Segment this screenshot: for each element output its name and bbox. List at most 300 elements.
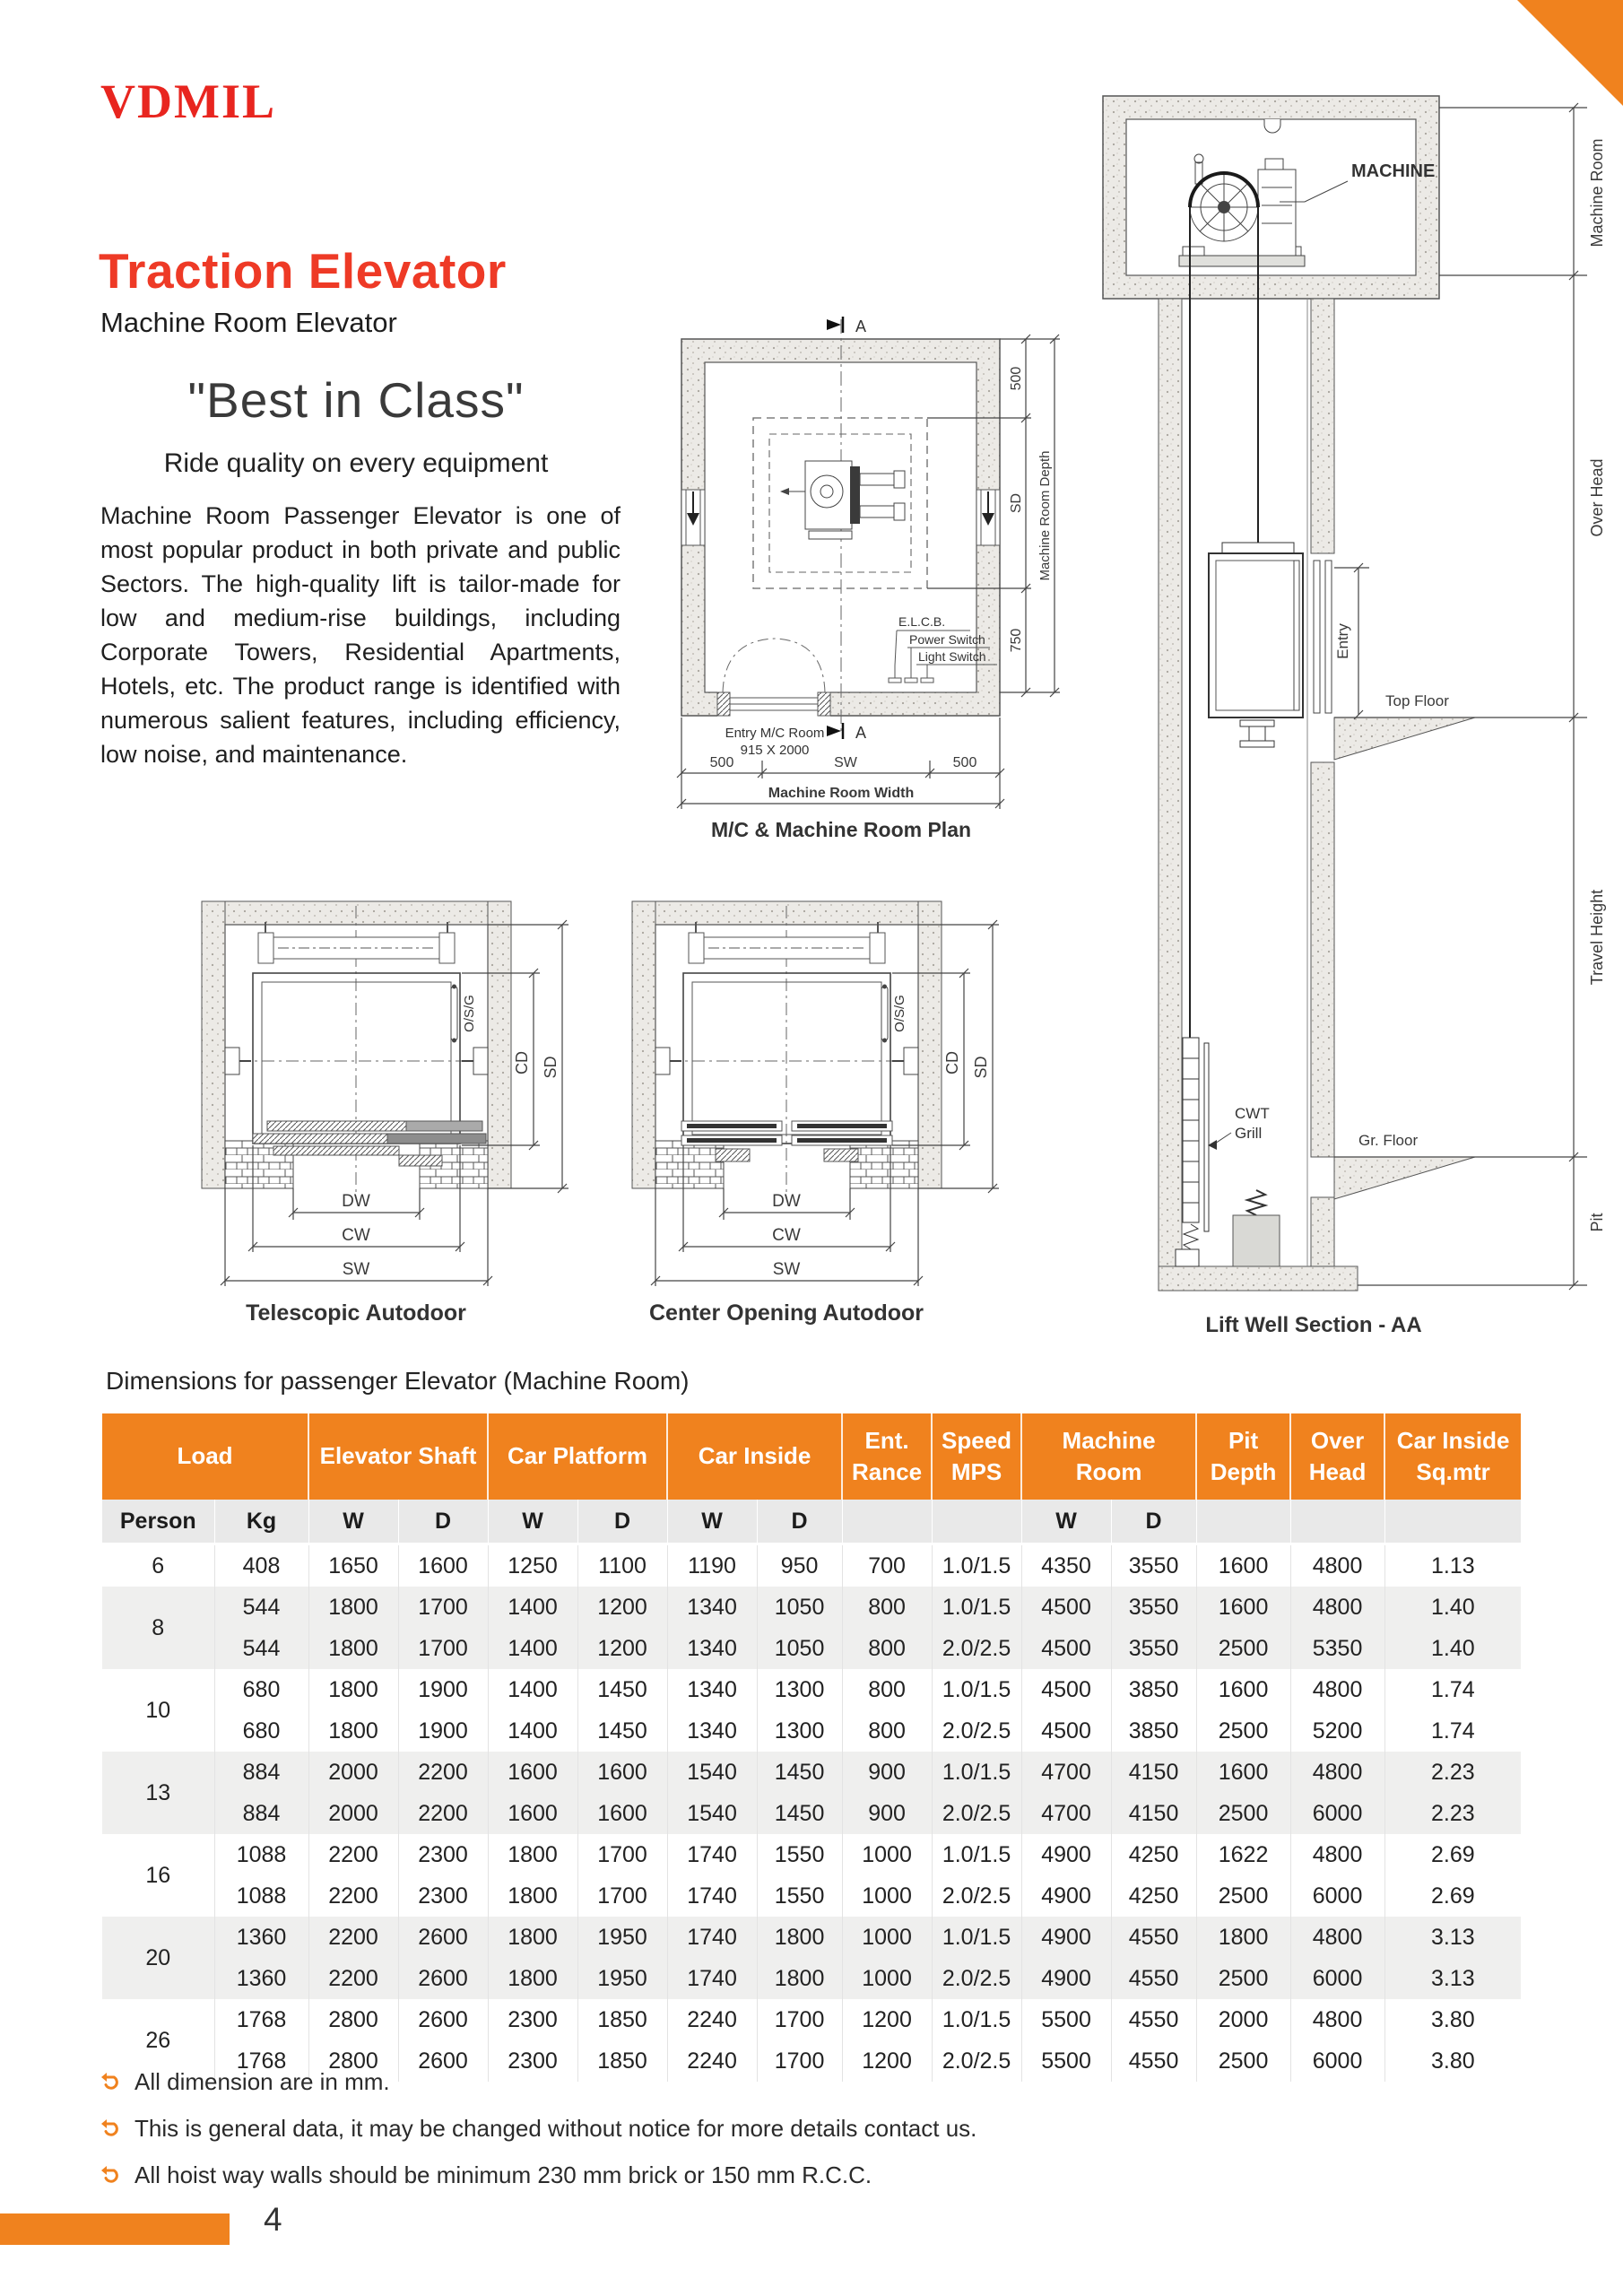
table-row xyxy=(102,1834,1521,1875)
value-cell: 1740 xyxy=(667,1834,757,1875)
svg-text:MACHINE: MACHINE xyxy=(1351,161,1436,181)
svg-text:O/S/G: O/S/G xyxy=(892,995,907,1032)
value-cell: 1340 xyxy=(667,1710,757,1752)
value-cell: 1800 xyxy=(757,1958,842,1999)
value-cell: 2.0/2.5 xyxy=(932,1793,1021,1834)
center-opening-caption: Center Opening Autodoor xyxy=(649,1300,924,1326)
value-cell: 4800 xyxy=(1290,1917,1384,1958)
svg-text:O/S/G: O/S/G xyxy=(462,995,477,1032)
section-mark-bottom xyxy=(827,723,866,742)
value-cell: 1800 xyxy=(308,1710,398,1752)
value-cell: 2000 xyxy=(308,1793,398,1834)
mc-plan-caption: M/C & Machine Room Plan xyxy=(710,818,972,841)
value-cell: 2200 xyxy=(398,1752,488,1793)
svg-text:CD: CD xyxy=(513,1051,531,1074)
value-cell: 2.0/2.5 xyxy=(932,1628,1021,1669)
center-opening-autodoor-diagram xyxy=(619,897,1022,1345)
value-cell: 1340 xyxy=(667,1587,757,1628)
value-cell: 5500 xyxy=(1021,1999,1111,2040)
value-cell: 1740 xyxy=(667,1958,757,1999)
value-cell: 4350 xyxy=(1021,1544,1111,1587)
value-cell: 680 xyxy=(214,1710,308,1752)
value-cell: 4500 xyxy=(1021,1587,1111,1628)
value-cell: 3.80 xyxy=(1430,2006,1475,2032)
person-cell: 13 xyxy=(102,1752,214,1834)
table-row xyxy=(102,1999,1521,2040)
value-cell: 1.74 xyxy=(1430,1676,1475,1702)
value-cell: 1622 xyxy=(1196,1834,1290,1875)
spec-table-body xyxy=(102,1544,1521,2083)
sub-entrance xyxy=(842,1500,932,1544)
value-cell: 900 xyxy=(842,1793,932,1834)
sub-sqmtr xyxy=(1384,1500,1521,1544)
svg-text:Entry M/C Room: Entry M/C Room xyxy=(725,726,825,741)
svg-text:SW: SW xyxy=(834,755,857,770)
value-cell: 1.0/1.5 xyxy=(932,1544,1021,1587)
col-pit-depth: Pit Depth xyxy=(1196,1413,1290,1500)
value-cell: 2200 xyxy=(308,1917,398,1958)
value-cell: 1360 xyxy=(214,1917,308,1958)
value-cell: 1088 xyxy=(214,1834,308,1875)
value-cell: 4250 xyxy=(1111,1875,1196,1917)
table-title: Dimensions for passenger Elevator (Machine Room) xyxy=(106,1367,690,1395)
description-paragraph: Machine Room Passenger Elevator is one of most popular product in both private and public Sectors. The high-quality lift is tailor-made for low and medium-rise buildings, including Corporate Towers, Residential Apartments, Hotels, etc. The product range is identified with numerous salient features, including efficiency, low noise, and maintenance. xyxy=(100,502,621,768)
telescopic-autodoor-diagram xyxy=(188,897,592,1345)
value-cell: 1700 xyxy=(577,1834,667,1875)
value-cell: 1.40 xyxy=(1384,1628,1521,1669)
value-cell: 800 xyxy=(842,1710,932,1752)
value-cell: 2300 xyxy=(488,2040,577,2082)
value-cell: 884 xyxy=(214,1752,308,1793)
value-cell: 2000 xyxy=(308,1752,398,1793)
value-cell: 1800 xyxy=(488,1917,577,1958)
value-cell: 1600 xyxy=(398,1544,488,1587)
lift-well-caption: Lift Well Section - AA xyxy=(1205,1313,1422,1337)
value-cell: 2600 xyxy=(398,1958,488,1999)
value-cell: 1740 xyxy=(667,1917,757,1958)
brand-logo: VDMIL xyxy=(100,74,276,128)
svg-text:Over Head: Over Head xyxy=(1588,458,1606,537)
footer-accent-bar xyxy=(0,2213,230,2245)
col-machine-room: Machine Room xyxy=(1021,1413,1196,1500)
value-cell: 1050 xyxy=(757,1587,842,1628)
value-cell: 1800 xyxy=(308,1669,398,1710)
note-item xyxy=(100,2115,976,2143)
svg-text:Travel Height: Travel Height xyxy=(1588,889,1606,986)
value-cell: 544 xyxy=(214,1628,308,1669)
value-cell: 2500 xyxy=(1196,1628,1290,1669)
value-cell: 2.23 xyxy=(1384,1793,1521,1834)
value-cell: 1100 xyxy=(577,1544,667,1587)
landing-doors xyxy=(1314,561,1332,713)
value-cell: 1450 xyxy=(577,1669,667,1710)
note-item xyxy=(100,2068,976,2096)
value-cell: 1000 xyxy=(842,1917,932,1958)
value-cell: 2500 xyxy=(1196,2040,1290,2082)
value-cell: 1.74 xyxy=(1430,1718,1475,1744)
note-text: All hoist way walls should be minimum 230 mm brick or 150 mm R.C.C. xyxy=(135,2161,872,2188)
svg-text:Gr. Floor: Gr. Floor xyxy=(1358,1132,1419,1149)
value-cell: 2.0/2.5 xyxy=(932,1875,1021,1917)
plan-entry-label xyxy=(725,726,825,758)
spec-table-wrapper xyxy=(102,1413,1521,2082)
value-cell: 1950 xyxy=(577,1958,667,1999)
sub-platform-w: W xyxy=(488,1500,577,1544)
value-cell: 1600 xyxy=(488,1793,577,1834)
value-cell: 4900 xyxy=(1021,1917,1111,1958)
svg-text:SW: SW xyxy=(342,1260,370,1279)
table-sub-header-row xyxy=(102,1500,1521,1544)
value-cell: 6000 xyxy=(1290,1875,1384,1917)
value-cell: 2300 xyxy=(398,1875,488,1917)
value-cell: 1600 xyxy=(488,1752,577,1793)
page-number: 4 xyxy=(264,2201,282,2238)
value-cell: 1550 xyxy=(757,1834,842,1875)
value-cell: 1740 xyxy=(667,1875,757,1917)
value-cell: 1360 xyxy=(214,1958,308,1999)
value-cell: 1850 xyxy=(577,2040,667,2082)
value-cell: 1700 xyxy=(398,1628,488,1669)
table-row xyxy=(102,1917,1521,1958)
svg-text:DW: DW xyxy=(772,1192,801,1211)
svg-text:Top Floor: Top Floor xyxy=(1385,692,1449,709)
value-cell: 4900 xyxy=(1021,1834,1111,1875)
value-cell: 1000 xyxy=(842,1958,932,1999)
person-cell: 10 xyxy=(102,1669,214,1752)
value-cell: 6000 xyxy=(1290,2040,1384,2082)
table-row xyxy=(102,1669,1521,1710)
value-cell: 4800 xyxy=(1290,1587,1384,1628)
value-cell: 1200 xyxy=(842,2040,932,2082)
value-cell: 1700 xyxy=(757,2040,842,2082)
value-cell: 1700 xyxy=(577,1875,667,1917)
sub-mr-w: W xyxy=(1021,1500,1111,1544)
value-cell: 3550 xyxy=(1111,1628,1196,1669)
value-cell: 2500 xyxy=(1196,1875,1290,1917)
svg-text:Pit: Pit xyxy=(1588,1213,1606,1232)
value-cell: 1700 xyxy=(398,1587,488,1628)
sub-inside-w: W xyxy=(667,1500,757,1544)
value-cell: 1.13 xyxy=(1430,1552,1475,1578)
value-cell: 2.0/2.5 xyxy=(932,2040,1021,2082)
col-elevator-shaft: Elevator Shaft xyxy=(308,1413,488,1500)
value-cell: 2600 xyxy=(398,1999,488,2040)
mc-machine-room-plan-diagram xyxy=(674,312,1073,850)
value-cell: 4800 xyxy=(1290,1544,1384,1587)
value-cell: 1088 xyxy=(214,1875,308,1917)
note-bullet-icon xyxy=(100,2072,120,2092)
value-cell: 2300 xyxy=(398,1834,488,1875)
value-cell: 3.13 xyxy=(1384,1958,1521,1999)
value-cell: 2800 xyxy=(308,2040,398,2082)
value-cell: 4500 xyxy=(1021,1628,1111,1669)
value-cell: 884 xyxy=(214,1793,308,1834)
person-cell: 20 xyxy=(102,1917,214,1999)
col-entrance: Ent. Rance xyxy=(842,1413,932,1500)
value-cell: 2200 xyxy=(308,1834,398,1875)
value-cell: 4550 xyxy=(1111,1917,1196,1958)
value-cell: 1600 xyxy=(1196,1669,1290,1710)
value-cell: 4500 xyxy=(1021,1710,1111,1752)
dimensions-table xyxy=(102,1413,1521,2082)
value-cell: 1900 xyxy=(398,1669,488,1710)
table-row xyxy=(102,1793,1521,1834)
value-cell: 2240 xyxy=(667,1999,757,2040)
value-cell: 4250 xyxy=(1111,1834,1196,1875)
table-row xyxy=(102,1544,1521,1587)
telescopic-caption: Telescopic Autodoor xyxy=(246,1300,466,1326)
value-cell: 1200 xyxy=(577,1587,667,1628)
cwt-grill-label xyxy=(1208,1105,1270,1150)
value-cell: 4900 xyxy=(1021,1958,1111,1999)
value-cell: 1950 xyxy=(577,1917,667,1958)
sub-shaft-d: D xyxy=(398,1500,488,1544)
svg-text:CWT: CWT xyxy=(1235,1105,1270,1122)
value-cell: 5350 xyxy=(1290,1628,1384,1669)
value-cell: 4150 xyxy=(1111,1752,1196,1793)
value-cell: 700 xyxy=(842,1544,932,1587)
value-cell: 800 xyxy=(842,1628,932,1669)
value-cell: 1800 xyxy=(488,1875,577,1917)
value-cell: 1700 xyxy=(757,1999,842,2040)
value-cell: 1.0/1.5 xyxy=(932,1752,1021,1793)
value-cell: 4150 xyxy=(1111,1793,1196,1834)
value-cell: 2500 xyxy=(1196,1958,1290,1999)
col-car-inside-sqmtr: Car Inside Sq.mtr xyxy=(1384,1413,1521,1500)
sub-shaft-w: W xyxy=(308,1500,398,1544)
value-cell: 1650 xyxy=(308,1544,398,1587)
page-title: Traction Elevator xyxy=(99,243,507,299)
value-cell: 2000 xyxy=(1196,1999,1290,2040)
value-cell: 800 xyxy=(842,1587,932,1628)
value-cell: 1.40 xyxy=(1384,1587,1521,1628)
value-cell: 2600 xyxy=(398,2040,488,2082)
svg-text:E.L.C.B.: E.L.C.B. xyxy=(898,614,946,629)
value-cell: 1550 xyxy=(757,1875,842,1917)
svg-text:SD: SD xyxy=(1009,492,1024,514)
value-cell: 1450 xyxy=(577,1710,667,1752)
value-cell: 6000 xyxy=(1290,1793,1384,1834)
svg-text:500: 500 xyxy=(1009,366,1024,391)
svg-text:CW: CW xyxy=(342,1226,370,1245)
value-cell: 1800 xyxy=(1196,1917,1290,1958)
value-cell: 1300 xyxy=(757,1710,842,1752)
sub-kg: Kg xyxy=(214,1500,308,1544)
tagline-sub: Ride quality on every equipment xyxy=(163,448,549,478)
value-cell: 2600 xyxy=(398,1917,488,1958)
person-cell: 8 xyxy=(102,1587,214,1669)
value-cell: 2.0/2.5 xyxy=(932,1958,1021,1999)
value-cell: 4550 xyxy=(1111,1999,1196,2040)
table-row xyxy=(102,1710,1521,1752)
value-cell: 1450 xyxy=(757,1752,842,1793)
col-car-platform: Car Platform xyxy=(488,1413,667,1500)
value-cell: 1850 xyxy=(577,1999,667,2040)
value-cell: 1000 xyxy=(842,1834,932,1875)
value-cell: 1768 xyxy=(214,2040,308,2082)
svg-text:915 X 2000: 915 X 2000 xyxy=(740,743,810,758)
value-cell: 1800 xyxy=(488,1834,577,1875)
value-cell: 1000 xyxy=(842,1875,932,1917)
page-subtitle: Machine Room Elevator xyxy=(100,307,397,338)
svg-text:Machine Room Width: Machine Room Width xyxy=(768,786,915,801)
person-cell: 16 xyxy=(102,1834,214,1917)
value-cell: 1340 xyxy=(667,1669,757,1710)
note-text: This is general data, it may be changed without notice for more details contact us. xyxy=(135,2115,977,2142)
value-cell: 5500 xyxy=(1021,2040,1111,2082)
svg-text:500: 500 xyxy=(952,755,977,770)
value-cell: 1600 xyxy=(577,1793,667,1834)
value-cell: 6000 xyxy=(1290,1958,1384,1999)
sub-pit xyxy=(1196,1500,1290,1544)
svg-text:A: A xyxy=(855,317,867,335)
sub-platform-d: D xyxy=(577,1500,667,1544)
value-cell: 5200 xyxy=(1290,1710,1384,1752)
svg-text:750: 750 xyxy=(1009,628,1024,653)
lift-well-section-diagram xyxy=(1089,76,1619,1350)
value-cell: 1400 xyxy=(488,1587,577,1628)
value-cell: 1600 xyxy=(1196,1587,1290,1628)
value-cell: 2.23 xyxy=(1384,1752,1521,1793)
value-cell: 544 xyxy=(214,1587,308,1628)
value-cell: 4800 xyxy=(1290,1752,1384,1793)
value-cell: 2240 xyxy=(667,2040,757,2082)
value-cell: 1800 xyxy=(308,1587,398,1628)
value-cell: 1300 xyxy=(757,1669,842,1710)
note-bullet-icon xyxy=(100,2165,120,2185)
value-cell: 2500 xyxy=(1196,1793,1290,1834)
value-cell: 3.80 xyxy=(1430,2048,1475,2074)
value-cell: 1800 xyxy=(308,1628,398,1669)
section-mark-top xyxy=(827,317,866,335)
value-cell: 1.0/1.5 xyxy=(932,1834,1021,1875)
note-bullet-icon xyxy=(100,2118,120,2138)
value-cell: 1540 xyxy=(667,1793,757,1834)
value-cell: 408 xyxy=(214,1544,308,1587)
value-cell: 1600 xyxy=(1196,1752,1290,1793)
col-speed: Speed MPS xyxy=(932,1413,1021,1500)
person-cell: 26 xyxy=(102,1999,214,2082)
value-cell: 2.69 xyxy=(1430,1841,1475,1867)
value-cell: 4800 xyxy=(1290,1999,1384,2040)
svg-text:A: A xyxy=(855,724,867,742)
svg-text:Power Switch: Power Switch xyxy=(909,632,985,647)
value-cell: 1600 xyxy=(1196,1544,1290,1587)
value-cell: 4800 xyxy=(1290,1834,1384,1875)
value-cell: 1340 xyxy=(667,1628,757,1669)
svg-text:Machine Room Depth: Machine Room Depth xyxy=(1037,450,1053,581)
value-cell: 1190 xyxy=(667,1544,757,1587)
value-cell: 1400 xyxy=(488,1628,577,1669)
buffer xyxy=(1233,1190,1280,1266)
svg-text:SD: SD xyxy=(542,1056,560,1079)
value-cell: 3550 xyxy=(1111,1544,1196,1587)
svg-text:SW: SW xyxy=(772,1260,801,1279)
value-cell: 3850 xyxy=(1111,1710,1196,1752)
table-row xyxy=(102,1752,1521,1793)
value-cell: 4900 xyxy=(1021,1875,1111,1917)
value-cell: 800 xyxy=(842,1669,932,1710)
value-cell: 1200 xyxy=(842,1999,932,2040)
value-cell: 1.0/1.5 xyxy=(932,1999,1021,2040)
value-cell: 3850 xyxy=(1111,1669,1196,1710)
value-cell: 4500 xyxy=(1021,1669,1111,1710)
value-cell: 1540 xyxy=(667,1752,757,1793)
value-cell: 1250 xyxy=(488,1544,577,1587)
svg-text:Entry: Entry xyxy=(1334,623,1351,659)
svg-text:500: 500 xyxy=(709,755,734,770)
value-cell: 1450 xyxy=(757,1793,842,1834)
value-cell: 4800 xyxy=(1290,1669,1384,1710)
table-row xyxy=(102,1587,1521,1628)
table-row xyxy=(102,1628,1521,1669)
svg-text:Machine Room: Machine Room xyxy=(1588,138,1606,248)
svg-text:CD: CD xyxy=(943,1051,961,1074)
value-cell: 1.0/1.5 xyxy=(932,1587,1021,1628)
value-cell: 3.13 xyxy=(1384,1917,1521,1958)
value-cell: 950 xyxy=(757,1544,842,1587)
col-load: Load xyxy=(102,1413,308,1500)
notes-list xyxy=(100,2068,976,2208)
value-cell: 1400 xyxy=(488,1669,577,1710)
value-cell: 680 xyxy=(214,1669,308,1710)
value-cell: 1400 xyxy=(488,1710,577,1752)
value-cell: 2500 xyxy=(1196,1710,1290,1752)
value-cell: 2.69 xyxy=(1430,1883,1475,1909)
value-cell: 2200 xyxy=(308,1958,398,1999)
value-cell: 4550 xyxy=(1111,1958,1196,1999)
value-cell: 2200 xyxy=(308,1875,398,1917)
table-row xyxy=(102,1958,1521,1999)
sub-mr-d: D xyxy=(1111,1500,1196,1544)
table-group-header-row xyxy=(102,1413,1521,1500)
svg-text:Light Switch: Light Switch xyxy=(918,649,986,664)
value-cell: 2300 xyxy=(488,1999,577,2040)
value-cell: 1800 xyxy=(488,1958,577,1999)
value-cell: 1.0/1.5 xyxy=(932,1669,1021,1710)
col-over-head: Over Head xyxy=(1290,1413,1384,1500)
col-car-inside: Car Inside xyxy=(667,1413,842,1500)
person-cell: 6 xyxy=(102,1544,214,1587)
sub-person: Person xyxy=(102,1500,214,1544)
value-cell: 4700 xyxy=(1021,1793,1111,1834)
sub-inside-d: D xyxy=(757,1500,842,1544)
note-item xyxy=(100,2161,976,2189)
value-cell: 1200 xyxy=(577,1628,667,1669)
value-cell: 1600 xyxy=(577,1752,667,1793)
value-cell: 900 xyxy=(842,1752,932,1793)
value-cell: 2800 xyxy=(308,1999,398,2040)
svg-text:SD: SD xyxy=(972,1056,990,1079)
svg-text:CW: CW xyxy=(772,1226,801,1245)
sub-over xyxy=(1290,1500,1384,1544)
value-cell: 1050 xyxy=(757,1628,842,1669)
value-cell: 2200 xyxy=(398,1793,488,1834)
sub-speed xyxy=(932,1500,1021,1544)
elevator-car xyxy=(1209,543,1303,747)
value-cell: 1.0/1.5 xyxy=(932,1917,1021,1958)
value-cell: 4550 xyxy=(1111,2040,1196,2082)
note-text: All dimension are in mm. xyxy=(135,2068,390,2095)
svg-text:Grill: Grill xyxy=(1235,1125,1263,1142)
tagline: "Best in Class" xyxy=(187,372,525,428)
value-cell: 4700 xyxy=(1021,1752,1111,1793)
value-cell: 3550 xyxy=(1111,1587,1196,1628)
table-row xyxy=(102,1875,1521,1917)
value-cell: 1768 xyxy=(214,1999,308,2040)
svg-text:DW: DW xyxy=(342,1192,370,1211)
value-cell: 1800 xyxy=(757,1917,842,1958)
